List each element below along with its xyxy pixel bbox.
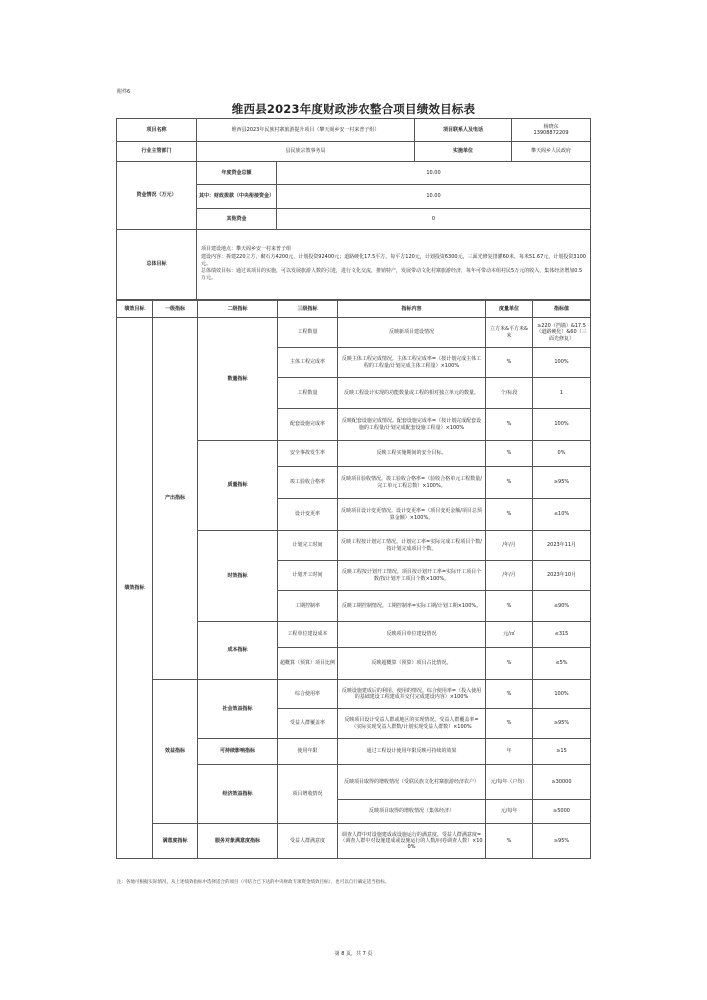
content-cell: 反映项目取得的增收情况（受联民族文化村寨旅游经济农户） [338,765,486,800]
content-cell: 反映新项目建设情况 [338,318,486,348]
unit-cell: 个/标段 [486,378,533,409]
unit-cell: 元/每年（户均） [486,765,533,800]
value-cell: ≥95% [533,824,591,859]
unit-cell: % [486,709,533,739]
l3-cell: 配套设施完成率 [278,409,338,441]
other-funds-value: 0 [277,209,591,230]
l3-cell: 项目增收情况 [278,765,338,824]
value-cell: 100% [533,409,591,441]
department-value: 县民族宗教事务局 [197,142,415,162]
l2-cost: 成本指标 [198,622,278,680]
header-goal: 绩效目标 [117,301,153,318]
l3-cell: 超概算（预算）项目比例 [278,648,338,680]
l2-sustain: 可持续影响指标 [198,739,278,765]
content-cell: 反映工程按计划完工情况。计划完工率=实际完成工程项目个数/按计划完成项目个数。 [338,531,486,561]
value-cell: ≥220（挡墙）&17.5（道路硬化）&60（三面光修复） [533,318,591,348]
page-title: 维西县2023年度财政涉农整合项目绩效目标表 [231,102,476,116]
unit-cell: 元/㎡ [486,622,533,648]
funds-label: 资金情况（万元） [117,162,197,230]
header-level2: 二级指标 [198,301,278,318]
value-cell: ≥30000 [533,765,591,800]
value-cell: 100% [533,680,591,709]
annual-total-value: 10.00 [277,162,591,185]
l2-economic: 经济效益指标 [198,765,278,824]
content-cell: 反映项目设计变更情况。设计变更率=（项目变更金额/项目总预算金额）×100%。 [338,499,486,531]
unit-cell: % [486,467,533,499]
unit-cell: % [486,499,533,531]
content-cell: 反映项目取得的增收情况（集体经济） [338,800,486,824]
l3-cell: 主体工程完成率 [278,348,338,378]
page-number: 第 8 页，共 7 页 [334,951,373,957]
l3-cell: 工期控制率 [278,591,338,622]
header-level3: 三级指标 [278,301,338,318]
content-cell: 反映项目单位建设情况 [338,622,486,648]
contact-label: 项目联系人及电话 [415,119,512,142]
unit-cell: % [486,591,533,622]
content-cell: 反映设施建成后的利用、使用的情况。综合使用率=（投入使用的基础建设工程建成并交付完成建设内容）×100% [338,680,486,709]
implementer-value: 攀天阁乡人民政府 [512,142,591,162]
attachment-label: 附件6 [117,89,131,95]
content-cell: 反映工程实施期间的安全目标。 [338,441,486,467]
unit-cell: % [486,680,533,709]
footnote: 注：各地可根据实际情况，从上述绩效指标中选择适合的项目（可结合已下达的中央财政专项资金绩效目标），也可以自行确定适当指标。 [117,880,390,885]
header-level1: 一级指标 [153,301,198,318]
value-cell: ≥95% [533,709,591,739]
value-cell: 2023年11月 [533,531,591,561]
content-cell: 反映工程设计实现的功能数量或工程的相对独立单元的数量。 [338,378,486,409]
content-cell: 通过工程设计使用年限反映可持续的效果 [338,739,486,765]
root-label: 绩效指标 [117,318,153,859]
value-cell: 100% [533,348,591,378]
unit-cell: /年/月 [486,531,533,561]
annual-total-label: 年度资金总额 [197,162,277,185]
contact-value: 杨晓东 13908872209 [512,119,591,142]
l3-cell: 竣工验收合格率 [278,467,338,499]
overall-goal-label: 总体目标 [117,230,197,300]
content-cell: 反映超概算（预算）项目占比情况。 [338,648,486,680]
unit-cell: 元/每年 [486,800,533,824]
content-cell: 反映项目设计受益人群或地区的实现情况。受益人群覆盖率=（实际实现受益人群数/计划实现受益人群数）×100% [338,709,486,739]
value-cell: ≥5000 [533,800,591,824]
project-name-value: 维西县2023年民族村寨旅游提升项目（攀天阁乡安一村来普子组） [197,119,415,142]
l3-cell: 设计变更率 [278,499,338,531]
value-cell: ≤315 [533,622,591,648]
l3-cell: 工程单位建设成本 [278,622,338,648]
value-cell: ≤90% [533,591,591,622]
l3-cell: 使用年限 [278,739,338,765]
unit-cell: % [486,409,533,441]
other-funds-label: 其他资金 [197,209,277,230]
l3-cell: 受益人群满意度 [278,824,338,859]
fiscal-value: 10.00 [277,185,591,209]
construction-location: 项目建设地点：攀天阁乡安一村来普子组 [201,246,292,253]
content-cell: 反映配套设施完成情况。配套设施完成率=（按计划完成配套设施的工程量/计划完成配套设施工程量）×100% [338,409,486,441]
performance-indicator-table [116,300,591,859]
l3-cell: 计划完工时间 [278,531,338,561]
l1-benefit: 效益指标 [153,680,198,824]
unit-cell: % [486,648,533,680]
l2-service: 服务对象满意度指标 [198,824,278,859]
value-cell: ≤10% [533,499,591,531]
l3-cell: 受益人群覆盖率 [278,709,338,739]
unit-cell: 年 [486,739,533,765]
implementer-label: 实施单位 [415,142,512,162]
value-cell: ≥15 [533,739,591,765]
l1-output: 产出指标 [153,318,198,680]
header-value: 指标值 [533,301,591,318]
header-unit: 度量单位 [486,301,533,318]
unit-cell: /年/月 [486,561,533,591]
overall-goal-text [197,230,591,300]
department-label: 行业主管部门 [117,142,197,162]
value-cell: 0% [533,441,591,467]
unit-cell: % [486,824,533,859]
l2-quality: 质量指标 [198,441,278,531]
content-cell: 调查人群中对设施建成或设施运行的满意度。受益人群满意度=（调查人群中对设施建成或设施运行的人数/问卷调查人数）×100% [338,824,486,859]
value-cell: ≤5% [533,648,591,680]
l3-cell: 安全事故发生率 [278,441,338,467]
unit-cell: % [486,348,533,378]
l2-time: 时效指标 [198,531,278,622]
content-cell: 反映主体工程完成情况。主体工程完成率=（按计划完成主体工程的工程量/计划完成主体工程量）×100% [338,348,486,378]
content-cell: 反映工程按计划开工情况。项目按计划开工率=实际开工项目个数/按计划开工项目个数×100%。 [338,561,486,591]
unit-cell: 立方米&平方米&米 [486,318,533,348]
unit-cell: % [486,441,533,467]
fiscal-label: 其中：财政拨款（中央衔接资金） [197,185,277,209]
l3-cell: 计划开工时间 [278,561,338,591]
project-name-label: 项目名称 [117,119,197,142]
value-cell: ≥95% [533,467,591,499]
project-info-table [116,118,591,300]
l3-cell: 综合使用率 [278,680,338,709]
l3-cell: 工程数量 [278,378,338,409]
l2-quantity: 数量指标 [198,318,278,441]
content-cell: 反映工期控制情况。工期控制率=实际工期/计划工期×100%。 [338,591,486,622]
l2-social: 社会效益指标 [198,680,278,739]
construction-content: 建设内容：拆建220立方，砌石方4200元，计划投资92400元；道路硬化17.5平方，每平方120元，计划投资6300元，三面光修复排灌60米，每米51.67元，计划投资3100元。 [201,253,586,267]
performance-goal: 总体绩效目标：通过该项目的实施，可以发展旅游人数的引进，进行文化交流，推销特产，发展带动文化村寨旅游经济，每年可带动本组村民5万元的收入，集体经济增加0.5万元。 [201,268,583,282]
l3-cell: 工程数量 [278,318,338,348]
header-content: 指标内容 [338,301,486,318]
content-cell: 反映项目验收情况。竣工验收合格率=（验收合格单元工程数量/完工单元工程总数）×100%。 [338,467,486,499]
value-cell: 2023年10月 [533,561,591,591]
l1-satisfaction: 满意度指标 [153,824,198,859]
value-cell: 1 [533,378,591,409]
